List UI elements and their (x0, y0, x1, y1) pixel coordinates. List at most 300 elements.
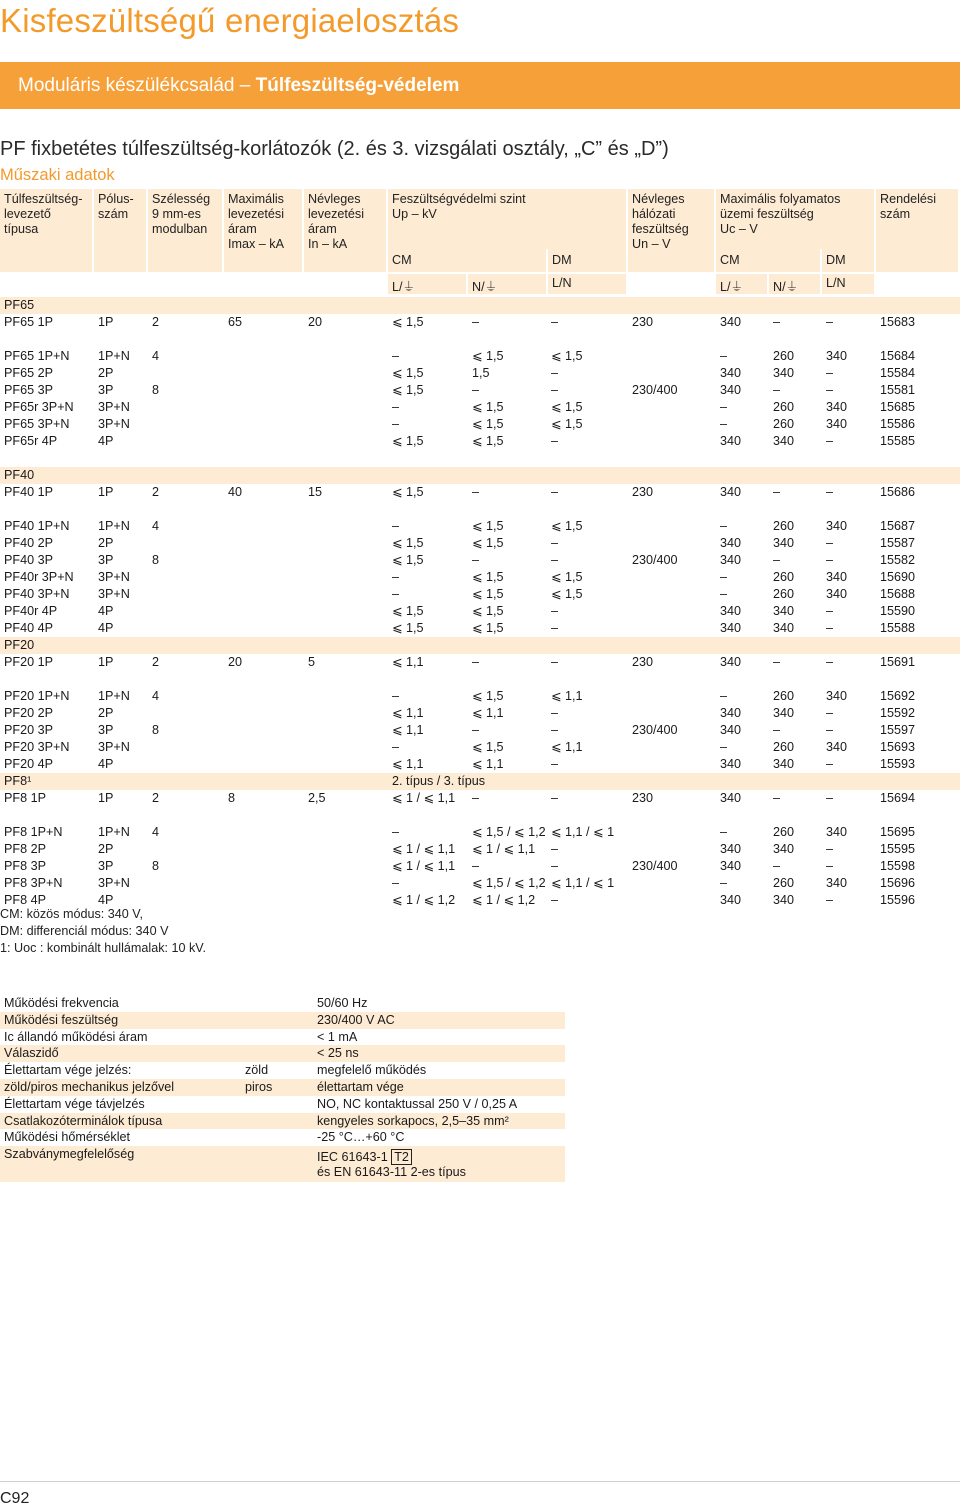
cell-uc-n-pe: 340 (773, 366, 795, 380)
header-poles: Pólus- szám (98, 192, 134, 221)
spec-value: 50/60 Hz (317, 996, 368, 1010)
cell-uc-n-pe: 340 (773, 621, 795, 635)
header-type: Túlfeszültség- levezető típusa (4, 192, 83, 236)
cell-order: 15592 (880, 706, 916, 720)
cell-dm-l-n: – (551, 655, 559, 669)
cell-order: 15588 (880, 621, 916, 635)
cell-poles: 3P+N (98, 587, 130, 601)
cell-uc-n-pe: 340 (773, 706, 795, 720)
cell-dm-l-n: – (551, 553, 559, 567)
cell-dm-l-n: ⩽ 1,1 (551, 740, 583, 754)
cell-cm-l-pe: ⩽ 1,5 (392, 366, 424, 380)
cell-type: PF8 1P (4, 791, 46, 805)
cell-type: PF8 1P+N (4, 825, 63, 839)
cell-uc-n-pe: – (773, 859, 781, 873)
cell-poles: 3P+N (98, 740, 130, 754)
cell-uc-l-pe: 340 (720, 791, 742, 805)
cell-order: 15596 (880, 893, 916, 907)
spec-row (0, 1045, 565, 1062)
cell-uc-l-pe: – (720, 519, 728, 533)
cell-poles: 3P+N (98, 417, 130, 431)
footnotes (0, 906, 206, 957)
table-group-row (0, 297, 960, 314)
spec-value: megfelelő működés (317, 1063, 427, 1078)
cell-uc-l-n: – (826, 315, 834, 329)
cell-uc-l-pe: 340 (720, 604, 742, 618)
header-dm2: DM (826, 253, 846, 267)
spec-label: Élettartam vége jelzés: (4, 1063, 132, 1078)
cell-cm-n-pe: – (472, 859, 480, 873)
cell-poles: 1P (98, 655, 114, 669)
spec-row (0, 1079, 565, 1096)
cell-dm-l-n: – (551, 366, 559, 380)
cell-uc-l-pe: 340 (720, 859, 742, 873)
cell-type: PF65 2P (4, 366, 54, 380)
cell-uc-l-pe: – (720, 417, 728, 431)
header-in: Névleges levezetési áram In – kA (308, 192, 365, 251)
cell-dm-l-n: – (551, 842, 559, 856)
cell-uc-n-pe: 340 (773, 893, 795, 907)
cell-order: 15684 (880, 349, 916, 363)
cell-cm-n-pe: ⩽ 1,5 (472, 349, 504, 363)
header-order: Rendelési szám (880, 192, 937, 221)
cell-uc-l-pe: 340 (720, 842, 742, 856)
cell-order: 15587 (880, 536, 916, 550)
spec-row (0, 1029, 565, 1046)
cell-un: 230 (632, 485, 654, 499)
cell-cm-n-pe: ⩽ 1,5 / ⩽ 1,2 (472, 825, 546, 839)
cell-uc-n-pe: 260 (773, 825, 795, 839)
cell-type: PF40 2P (4, 536, 54, 550)
cell-un: 230/400 (632, 859, 678, 873)
cell-poles: 4P (98, 604, 114, 618)
table-row (0, 348, 960, 365)
group-name: PF40 (4, 468, 35, 482)
table-row (0, 586, 960, 603)
header-l-pe: L/⏚ (392, 280, 416, 294)
cell-uc-l-n: – (826, 757, 834, 771)
header-up: Feszültségvédelmi szint Up – kV (392, 192, 526, 221)
cell-uc-n-pe: 340 (773, 434, 795, 448)
table-spacer-row (0, 671, 960, 688)
cell-order: 15695 (880, 825, 916, 839)
cell-width: 8 (152, 553, 160, 567)
cell-width: 4 (152, 519, 160, 533)
cell-un: 230/400 (632, 383, 678, 397)
cell-type: PF40 3P (4, 553, 54, 567)
cell-type: PF40r 3P+N (4, 570, 74, 584)
cell-cm-n-pe: ⩽ 1,5 (472, 621, 504, 635)
cell-cm-l-pe: – (392, 519, 400, 533)
cell-dm-l-n: ⩽ 1,5 (551, 417, 583, 431)
cell-cm-l-pe: ⩽ 1 / ⩽ 1,1 (392, 859, 456, 873)
cell-uc-l-n: – (826, 434, 834, 448)
cell-uc-l-pe: 340 (720, 434, 742, 448)
cell-order: 15691 (880, 655, 916, 669)
cell-uc-l-n: 340 (826, 519, 848, 533)
cell-cm-n-pe: – (472, 655, 480, 669)
header-uc: Maximális folyamatos üzemi feszültség Uc – V (720, 192, 841, 236)
cell-uc-l-pe: 340 (720, 655, 742, 669)
group-note: 2. típus / 3. típus (392, 774, 486, 788)
cell-type: PF8 3P+N (4, 876, 63, 890)
cell-type: PF65r 3P+N (4, 400, 74, 414)
spec-value-line2: és EN 61643-11 2-es típus (317, 1165, 466, 1180)
cell-in: 20 (308, 315, 323, 329)
cell-cm-n-pe: ⩽ 1,5 (472, 604, 504, 618)
banner-prefix: Moduláris készülékcsalád – (18, 75, 256, 96)
header-cm: CM (392, 253, 412, 267)
cell-uc-n-pe: 340 (773, 757, 795, 771)
cell-dm-l-n: – (551, 315, 559, 329)
cell-poles: 3P (98, 723, 114, 737)
banner-text (18, 75, 459, 97)
cell-poles: 3P+N (98, 876, 130, 890)
cell-cm-n-pe: ⩽ 1,5 / ⩽ 1,2 (472, 876, 546, 890)
table-row (0, 688, 960, 705)
cell-poles: 3P+N (98, 570, 130, 584)
table-group-row (0, 773, 960, 790)
cell-cm-l-pe: – (392, 876, 400, 890)
cell-order: 15683 (880, 315, 916, 329)
cell-uc-n-pe: 260 (773, 570, 795, 584)
spec-label: Működési hőmérséklet (4, 1130, 130, 1145)
group-name: PF8¹ (4, 774, 32, 788)
spec-row (0, 1146, 565, 1182)
cell-dm-l-n: – (551, 434, 559, 448)
cell-order: 15597 (880, 723, 916, 737)
cell-type: PF20 3P (4, 723, 54, 737)
cell-cm-l-pe: ⩽ 1 / ⩽ 1,2 (392, 893, 456, 907)
table-row (0, 416, 960, 433)
cell-cm-l-pe: – (392, 689, 400, 703)
table-spacer-row (0, 807, 960, 824)
spec-value: NO, NC kontaktussal 250 V / 0,25 A (317, 1096, 518, 1111)
cell-cm-n-pe: ⩽ 1,5 (472, 519, 504, 533)
cell-uc-l-n: 340 (826, 349, 848, 363)
table-row (0, 722, 960, 739)
cell-cm-l-pe: ⩽ 1,5 (392, 621, 424, 635)
cell-order: 15685 (880, 400, 916, 414)
spec-indicator-color: piros (245, 1080, 273, 1094)
cell-poles: 1P+N (98, 825, 130, 839)
cell-uc-l-pe: – (720, 740, 728, 754)
cell-dm-l-n: – (551, 706, 559, 720)
cell-type: PF40 1P+N (4, 519, 70, 533)
cell-uc-l-n: – (826, 842, 834, 856)
cell-cm-l-pe: ⩽ 1 / ⩽ 1,1 (392, 791, 456, 805)
cell-uc-l-n: 340 (826, 689, 848, 703)
table-spacer-row (0, 450, 960, 467)
spec-label: Működési frekvencia (4, 996, 119, 1010)
cell-uc-n-pe: 340 (773, 536, 795, 550)
cell-dm-l-n: ⩽ 1,1 (551, 689, 583, 703)
cell-dm-l-n: ⩽ 1,5 (551, 570, 583, 584)
header-width: Szélesség 9 mm-es modulban (152, 192, 211, 236)
cell-un: 230/400 (632, 723, 678, 737)
cell-uc-l-n: – (826, 383, 834, 397)
spec-row (0, 1113, 565, 1130)
cell-type: PF20 4P (4, 757, 54, 771)
footnote-dm: DM: differenciál módus: 340 V (0, 924, 169, 938)
cell-type: PF20 2P (4, 706, 54, 720)
cell-poles: 2P (98, 842, 114, 856)
cell-type: PF20 3P+N (4, 740, 70, 754)
cell-un: 230 (632, 791, 654, 805)
table-row (0, 518, 960, 535)
table-row (0, 433, 960, 450)
spec-row (0, 995, 565, 1012)
cell-poles: 3P (98, 383, 114, 397)
cell-type: PF40 4P (4, 621, 54, 635)
table-row (0, 858, 960, 875)
header-l-pe2: L/⏚ (720, 280, 744, 294)
cell-uc-n-pe: – (773, 553, 781, 567)
cell-cm-l-pe: ⩽ 1,1 (392, 655, 424, 669)
cell-in: 15 (308, 485, 323, 499)
cell-uc-l-pe: – (720, 876, 728, 890)
cell-uc-n-pe: 340 (773, 842, 795, 856)
cell-uc-l-pe: 340 (720, 485, 742, 499)
cell-type: PF8 3P (4, 859, 46, 873)
section-title: PF fixbetétes túlfeszültség-korlátozók (2. és 3. vizsgálati osztály, „C” és „D”) (0, 138, 669, 160)
cell-uc-n-pe: – (773, 723, 781, 737)
table-spacer-row (0, 331, 960, 348)
cell-width: 4 (152, 689, 160, 703)
cell-uc-l-n: 340 (826, 570, 848, 584)
cell-imax: 65 (228, 315, 243, 329)
cell-dm-l-n: – (551, 383, 559, 397)
cell-uc-l-pe: 340 (720, 553, 742, 567)
cell-cm-l-pe: ⩽ 1 / ⩽ 1,1 (392, 842, 456, 856)
table-row (0, 654, 960, 671)
spec-label: Szabványmegfelelőség (4, 1147, 135, 1162)
cell-type: PF40r 4P (4, 604, 58, 618)
cell-uc-n-pe: 260 (773, 400, 795, 414)
cell-type: PF65 1P (4, 315, 54, 329)
cell-uc-l-n: 340 (826, 876, 848, 890)
cell-order: 15690 (880, 570, 916, 584)
cell-uc-l-n: 340 (826, 825, 848, 839)
cell-uc-l-pe: – (720, 689, 728, 703)
cell-in: 2,5 (308, 791, 326, 805)
cell-uc-n-pe: 260 (773, 349, 795, 363)
footer-divider (0, 1481, 960, 1482)
cell-order: 15693 (880, 740, 916, 754)
cell-cm-n-pe: – (472, 383, 480, 397)
spec-value: 230/400 V AC (317, 1012, 395, 1027)
cell-uc-l-n: 340 (826, 417, 848, 431)
header-imax: Maximális levezetési áram Imax – kA (228, 192, 285, 251)
cell-poles: 3P (98, 859, 114, 873)
table-row (0, 382, 960, 399)
cell-uc-l-n: 340 (826, 740, 848, 754)
cell-dm-l-n: ⩽ 1,1 / ⩽ 1 (551, 876, 615, 890)
cell-type: PF20 1P (4, 655, 54, 669)
cell-poles: 1P (98, 485, 114, 499)
spec-value: élettartam vége (317, 1080, 404, 1094)
cell-uc-l-pe: 340 (720, 723, 742, 737)
table-row (0, 603, 960, 620)
cell-uc-l-pe: 340 (720, 621, 742, 635)
cell-uc-n-pe: – (773, 655, 781, 669)
cell-uc-n-pe: – (773, 383, 781, 397)
cell-uc-l-n: – (826, 485, 834, 499)
cell-cm-n-pe: ⩽ 1,5 (472, 570, 504, 584)
spec-value-text: IEC 61643-1 (317, 1150, 388, 1165)
cell-cm-n-pe: – (472, 315, 480, 329)
cell-order: 15688 (880, 587, 916, 601)
cell-cm-l-pe: ⩽ 1,1 (392, 706, 424, 720)
cell-uc-l-n: – (826, 893, 834, 907)
cell-poles: 3P+N (98, 400, 130, 414)
header-l-n: L/N (552, 276, 572, 290)
spec-class-badge: T2 (391, 1149, 412, 1165)
header-un: Névleges hálózati feszültség Un – V (632, 192, 689, 251)
cell-uc-n-pe: 260 (773, 876, 795, 890)
page-title: Kisfeszültségű energiaelosztás (0, 2, 460, 39)
cell-uc-l-pe: 340 (720, 757, 742, 771)
table-row (0, 569, 960, 586)
cell-cm-l-pe: – (392, 740, 400, 754)
cell-cm-n-pe: ⩽ 1,5 (472, 587, 504, 601)
cell-uc-l-n: – (826, 621, 834, 635)
cell-cm-n-pe: ⩽ 1,1 (472, 706, 504, 720)
cell-width: 2 (152, 315, 160, 329)
spec-row (0, 1012, 565, 1029)
cell-uc-l-pe: – (720, 570, 728, 584)
table-group-row (0, 637, 960, 654)
cell-uc-n-pe: – (773, 791, 781, 805)
footnote-cm: CM: közös módus: 340 V, (0, 907, 144, 921)
cell-cm-l-pe: – (392, 825, 400, 839)
spec-label: Működési feszültség (4, 1012, 119, 1027)
cell-cm-n-pe: ⩽ 1,5 (472, 400, 504, 414)
cell-un: 230 (632, 315, 654, 329)
spec-indicator-color: zöld (245, 1063, 269, 1078)
cell-un: 230/400 (632, 553, 678, 567)
cell-cm-n-pe: – (472, 553, 480, 567)
cell-un: 230 (632, 655, 654, 669)
cell-uc-l-n: 340 (826, 587, 848, 601)
cell-cm-l-pe: ⩽ 1,1 (392, 757, 424, 771)
cell-cm-l-pe: ⩽ 1,5 (392, 315, 424, 329)
cell-type: PF65 3P (4, 383, 54, 397)
category-banner (0, 62, 960, 109)
table-row (0, 756, 960, 773)
cell-uc-l-pe: – (720, 825, 728, 839)
cell-type: PF65 3P+N (4, 417, 70, 431)
cell-dm-l-n: ⩽ 1,5 (551, 349, 583, 363)
cell-order: 15584 (880, 366, 916, 380)
cell-dm-l-n: – (551, 604, 559, 618)
cell-type: PF65 1P+N (4, 349, 70, 363)
table-row (0, 875, 960, 892)
cell-uc-l-pe: – (720, 349, 728, 363)
cell-poles: 4P (98, 893, 114, 907)
table-row (0, 841, 960, 858)
cell-cm-n-pe: ⩽ 1,5 (472, 740, 504, 754)
cell-type: PF40 3P+N (4, 587, 70, 601)
spec-label: Válaszidő (4, 1046, 59, 1061)
cell-uc-l-pe: 340 (720, 893, 742, 907)
cell-poles: 1P (98, 791, 114, 805)
cell-cm-n-pe: ⩽ 1,5 (472, 434, 504, 448)
spec-row (0, 1096, 565, 1113)
cell-cm-n-pe: – (472, 485, 480, 499)
table-row (0, 739, 960, 756)
banner-bold: Túlfeszültség-védelem (255, 75, 460, 96)
spec-row (0, 1129, 565, 1146)
table-row (0, 484, 960, 501)
cell-cm-l-pe: ⩽ 1,5 (392, 604, 424, 618)
table-header (0, 189, 960, 297)
cell-uc-l-pe: – (720, 400, 728, 414)
cell-poles: 1P (98, 315, 114, 329)
header-cell-cm (388, 249, 548, 272)
cell-uc-n-pe: 340 (773, 604, 795, 618)
spec-label: Élettartam vége távjelzés (4, 1096, 145, 1111)
cell-poles: 4P (98, 757, 114, 771)
cell-cm-n-pe: ⩽ 1,5 (472, 417, 504, 431)
cell-order: 15692 (880, 689, 916, 703)
cell-type: PF20 1P+N (4, 689, 70, 703)
cell-uc-n-pe: – (773, 485, 781, 499)
cell-type: PF8 2P (4, 842, 46, 856)
cell-cm-l-pe: – (392, 587, 400, 601)
table-row (0, 399, 960, 416)
cell-order: 15582 (880, 553, 916, 567)
cell-width: 8 (152, 383, 160, 397)
cell-uc-l-pe: 340 (720, 366, 742, 380)
cell-imax: 40 (228, 485, 243, 499)
cell-dm-l-n: – (551, 893, 559, 907)
cell-poles: 1P+N (98, 349, 130, 363)
cell-type: PF40 1P (4, 485, 54, 499)
cell-width: 2 (152, 655, 160, 669)
cell-order: 15593 (880, 757, 916, 771)
table-row (0, 620, 960, 637)
cell-imax: 8 (228, 791, 236, 805)
cell-cm-n-pe: ⩽ 1,5 (472, 689, 504, 703)
cell-dm-l-n: – (551, 621, 559, 635)
cell-uc-l-n: – (826, 706, 834, 720)
header-dm: DM (552, 253, 572, 267)
cell-dm-l-n: – (551, 757, 559, 771)
cell-order: 15585 (880, 434, 916, 448)
cell-dm-l-n: – (551, 723, 559, 737)
page-number: C92 (0, 1490, 30, 1507)
cell-width: 8 (152, 723, 160, 737)
cell-uc-l-n: – (826, 859, 834, 873)
cell-cm-n-pe: ⩽ 1 / ⩽ 1,2 (472, 893, 536, 907)
header-l-n2: L/N (826, 276, 846, 290)
cell-uc-l-n: – (826, 655, 834, 669)
table-row (0, 824, 960, 841)
spec-label: zöld/piros mechanikus jelzővel (4, 1080, 175, 1094)
header-n-pe2: N/⏚ (773, 280, 799, 294)
cell-dm-l-n: – (551, 485, 559, 499)
cell-uc-n-pe: – (773, 315, 781, 329)
table-group-row (0, 467, 960, 484)
cell-uc-l-pe: – (720, 587, 728, 601)
cell-cm-n-pe: ⩽ 1,5 (472, 536, 504, 550)
cell-imax: 20 (228, 655, 243, 669)
cell-order: 15694 (880, 791, 916, 805)
table-row (0, 790, 960, 807)
cell-cm-l-pe: – (392, 570, 400, 584)
cell-uc-l-n: – (826, 536, 834, 550)
